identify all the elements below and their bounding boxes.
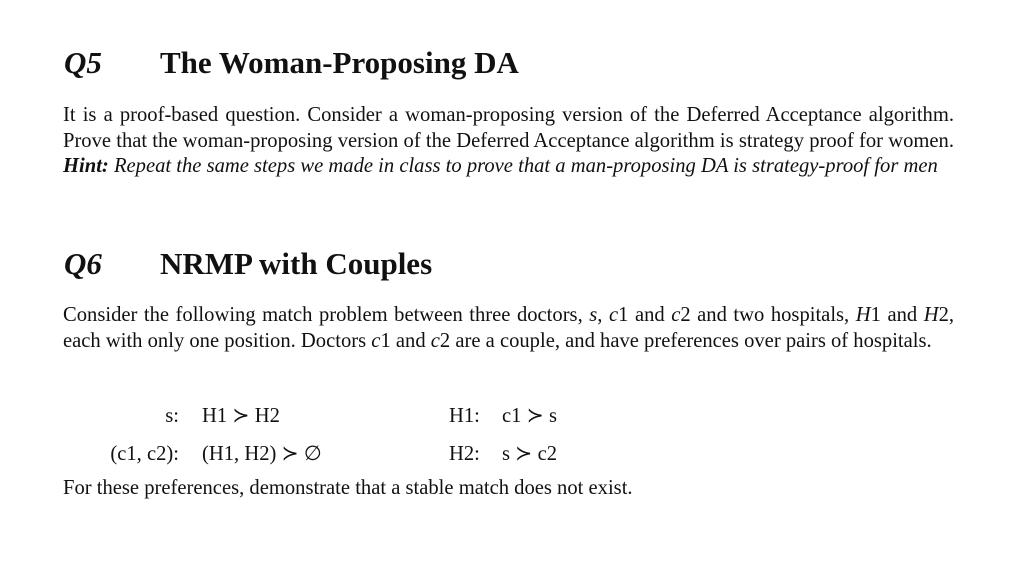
q6-body-part: , each with only one position. Doctors bbox=[63, 304, 955, 352]
pref-couple: (H1, H2) ≻ ∅ bbox=[202, 443, 322, 465]
q6-body-part: and two hospitals, bbox=[697, 304, 850, 326]
doctor-c2-index: 2 bbox=[439, 329, 451, 352]
pref-label-couple: (c1, c2): bbox=[110, 443, 179, 465]
hospital-h2: H bbox=[923, 304, 939, 326]
q5-title: The Woman-Proposing DA bbox=[160, 45, 519, 80]
doctor-c1: c bbox=[371, 329, 381, 352]
q5-number: Q5 bbox=[64, 45, 102, 80]
q5-heading bbox=[64, 47, 519, 78]
pref-label-h1: H1: bbox=[449, 405, 480, 427]
q6-number: Q6 bbox=[64, 246, 102, 281]
hospital-h1-index: 1 bbox=[870, 304, 881, 326]
pref-s: H1 ≻ H2 bbox=[202, 405, 280, 427]
q6-body-part: are a couple, and have preferences over pairs of hospitals. bbox=[455, 329, 932, 352]
q6-body bbox=[63, 303, 954, 354]
hospital-h2-index: 2 bbox=[938, 304, 949, 326]
hospital-h1: H bbox=[855, 304, 871, 326]
doctor-s: s bbox=[589, 304, 598, 326]
doctor-c1-index: 1 bbox=[380, 329, 391, 352]
q5-body bbox=[63, 103, 954, 180]
pref-label-h2: H2: bbox=[449, 443, 480, 465]
pref-label-s: s: bbox=[165, 405, 179, 427]
doctor-c2-index: 2 bbox=[680, 304, 691, 326]
q6-closing: For these preferences, demonstrate that a stable match does not exist. bbox=[63, 477, 633, 499]
doctor-c2: c bbox=[430, 329, 440, 352]
q5-hint-label: Hint: bbox=[63, 155, 109, 178]
doctor-c2: c bbox=[671, 304, 681, 326]
q6-heading bbox=[64, 248, 432, 279]
q6-and: and bbox=[887, 304, 918, 326]
q6-and: and bbox=[634, 304, 665, 326]
pref-h2: s ≻ c2 bbox=[502, 443, 558, 465]
q6-title: NRMP with Couples bbox=[160, 246, 433, 281]
q6-body-part: Consider the following match problem between three doctors, bbox=[63, 304, 583, 326]
pref-h1: c1 ≻ s bbox=[502, 405, 558, 427]
doctor-c1-index: 1 bbox=[618, 304, 629, 326]
q5-hint-text: Repeat the same steps we made in class to prove that a man-proposing DA is strategy-proof for men bbox=[113, 155, 938, 178]
q6-and: and bbox=[395, 329, 426, 352]
q6-comma: , bbox=[597, 304, 603, 326]
doctor-c1: c bbox=[608, 304, 619, 326]
q5-body-text: It is a proof-based question. Consider a woman-proposing version of the Deferred Acceptance algorithm. Prove that the woman-proposing version of the Deferred Acceptance algorithm is strategy proof for women. bbox=[63, 104, 954, 152]
